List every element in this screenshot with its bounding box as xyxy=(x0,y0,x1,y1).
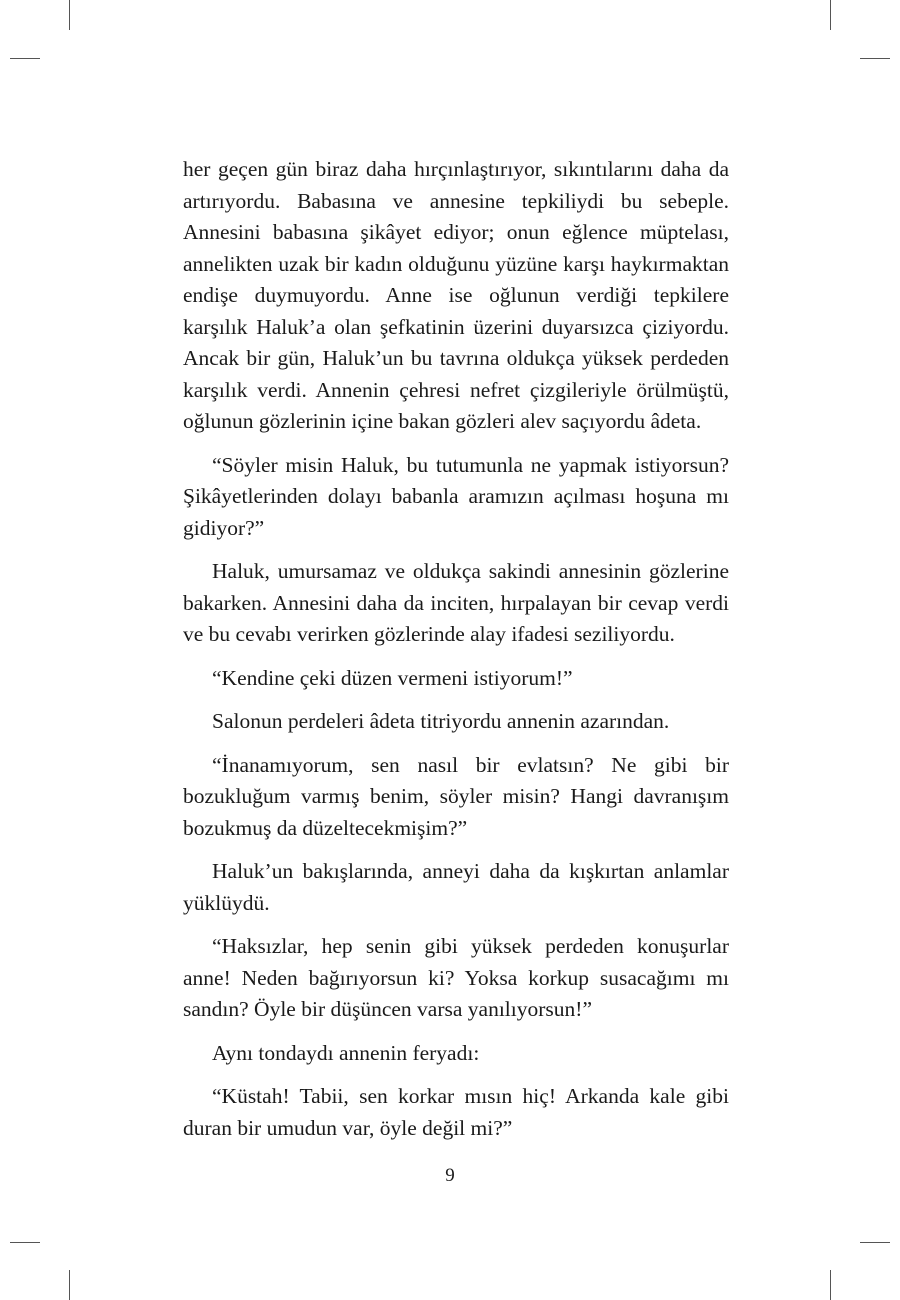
body-text xyxy=(183,154,729,1156)
crop-mark-bottom-right-horizontal xyxy=(860,1242,890,1243)
paragraph: Haluk’un bakışlarında, anneyi daha da kışkırtan anlamlar yüklüydü. xyxy=(183,859,729,915)
paragraph: “Küstah! Tabii, sen korkar mısın hiç! Arkanda kale gibi duran bir umudun var, öyle değil mi?” xyxy=(183,1084,729,1140)
crop-mark-top-left-horizontal xyxy=(10,58,40,59)
paragraph: “Haksızlar, hep senin gibi yüksek perdeden konuşurlar anne! Neden bağırıyorsun ki? Yoksa korkup susacağımı mı sandın? Öyle bir düşüncen varsa yanılıyorsun!” xyxy=(183,934,729,1021)
paragraph: Aynı tondaydı annenin feryadı: xyxy=(212,1040,480,1065)
crop-mark-top-left-vertical xyxy=(69,0,70,30)
crop-mark-bottom-right-vertical xyxy=(830,1270,831,1300)
crop-mark-top-right-vertical xyxy=(830,0,831,30)
crop-mark-bottom-left-horizontal xyxy=(10,1242,40,1243)
paragraph: “Kendine çeki düzen vermeni istiyorum!” xyxy=(212,665,573,690)
page-number: 9 xyxy=(445,1165,455,1186)
crop-mark-top-right-horizontal xyxy=(860,58,890,59)
paragraph: “Söyler misin Haluk, bu tutumunla ne yapmak istiyorsun? Şikâyetlerinden dolayı babanla aramızın açılması hoşuna mı gidiyor?” xyxy=(183,452,729,540)
paragraph: Haluk, umursamaz ve oldukça sakindi annesinin gözlerine bakarken. Annesini daha da inciten, hırpalayan bir cevap verdi ve bu cevabı verirken gözlerinde alay ifadesi seziliyordu. xyxy=(183,559,729,646)
paragraph: “İnanamıyorum, sen nasıl bir evlatsın? Ne gibi bir bozukluğum varmış benim, söyler misin? Hangi davranışım bozukmuş da düzeltecekmişim?” xyxy=(183,752,729,840)
paragraph: her geçen gün biraz daha hırçınlaştırıyor, sıkıntılarını daha da artırıyordu. Babasına ve annesine tepkiliydi bu sebeple. Annesini babasına şikâyet ediyor; onun eğlence müptelası, annelikten uzak bir kadın olduğunu yüzüne karşı haykırmaktan endişe duymuyordu. Anne ise oğlunun verdiği tepkilere karşılık Haluk’a olan şefkatinin üzerini duyarsızca çiziyordu. Ancak bir gün, Haluk’un bu tavrına oldukça yüksek perdeden karşılık verdi. Annenin çehresi nefret çizgileriyle örülmüştü, oğlunun gözlerinin içine bakan gözleri alev saçıyordu âdeta. xyxy=(183,157,729,433)
paragraph: Salonun perdeleri âdeta titriyordu annenin azarından. xyxy=(212,709,670,733)
crop-mark-bottom-left-vertical xyxy=(69,1270,70,1300)
